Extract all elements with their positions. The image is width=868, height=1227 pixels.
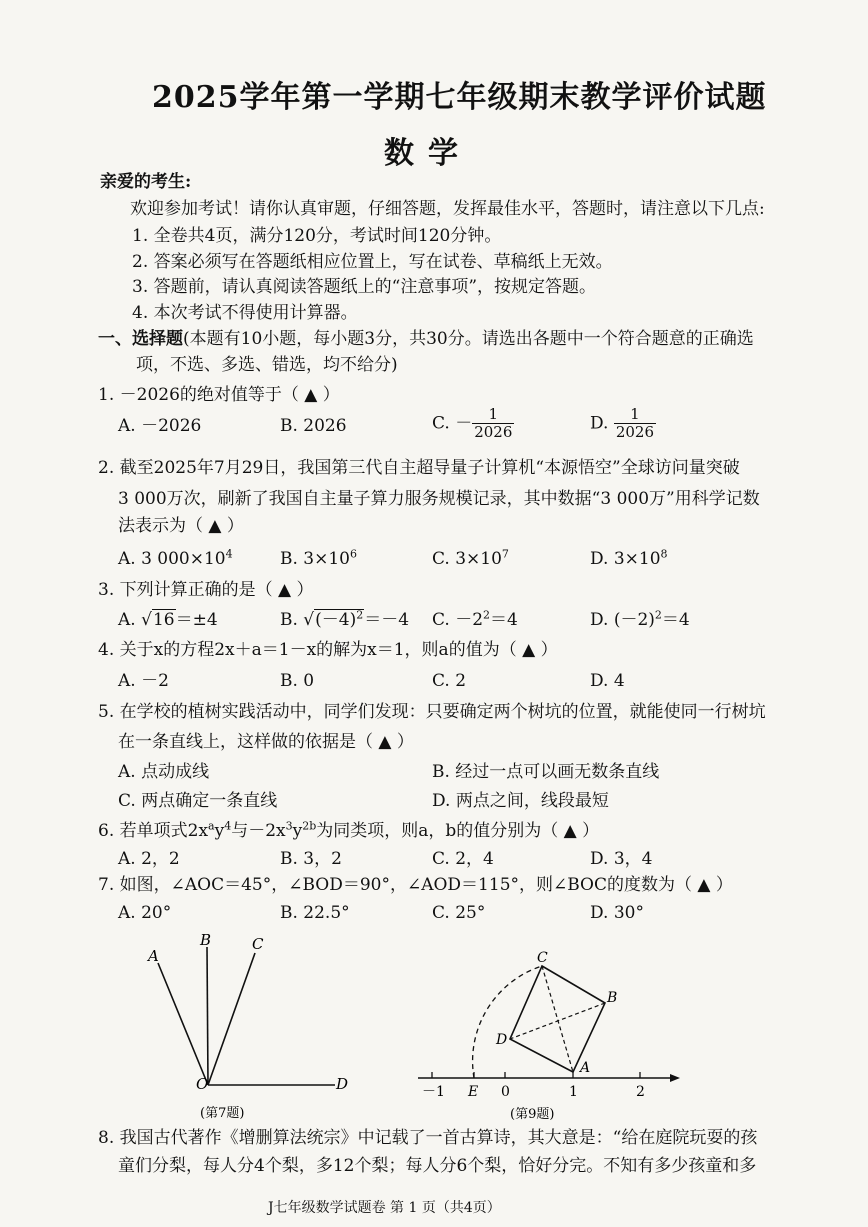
q3-option-b: B. $√(-4)^2=-4$ — [280, 608, 410, 630]
q3-option-d — [590, 608, 690, 630]
notice-item-1: 1. 全卷共4页，满分120分，考试时间120分钟。 — [132, 226, 502, 246]
q3-a-rest: ＝±4 — [175, 610, 218, 630]
q1-c-num: 1 — [488, 405, 499, 423]
question-7-stem: 7. 如图，∠AOC＝45°，∠BOD＝90°，∠AOD＝115°，则∠BOC的度数为（ ▲ ） — [98, 875, 733, 895]
ray-OC — [208, 953, 255, 1085]
label-C: C — [537, 950, 548, 966]
label-C: C — [252, 935, 264, 953]
q3-option-a: A. √16＝±4 — [118, 610, 218, 630]
label-B: B — [200, 931, 212, 949]
q3-a-radicand: 16 — [152, 610, 175, 630]
q5-option-b: B. 经过一点可以画无数条直线 — [432, 762, 660, 782]
question-5-line-2: 在一条直线上，这样做的依据是（ ▲ ） — [118, 732, 414, 752]
notice-item-3: 3. 答题前，请认真阅读答题纸上的“注意事项”，按规定答题。 — [132, 277, 597, 297]
q3-d-rest: ＝4 — [661, 610, 690, 630]
q6-option-d: D. 3，4 — [590, 849, 653, 869]
q1-d-den: 2026 — [615, 423, 655, 442]
label-A: A — [580, 1060, 591, 1076]
q3-b-rest: ＝－4 — [364, 610, 410, 630]
q3-option-c — [432, 608, 518, 630]
q3-d-exp: 2 — [654, 608, 662, 622]
label-E: E — [468, 1084, 479, 1100]
tick-label-0: 0 — [501, 1084, 510, 1100]
q7-option-b: B. 22.5° — [280, 903, 350, 923]
tick-label-minus-1: －1 — [422, 1084, 445, 1100]
q2-b-base: B. 3×10 — [280, 549, 350, 569]
section-heading — [98, 331, 754, 348]
q2-option-b — [280, 547, 357, 569]
q5-option-a: A. 点动成线 — [118, 762, 210, 782]
notice-item-4: 4. 本次考试不得使用计算器。 — [132, 303, 358, 323]
dashed-arc — [473, 966, 542, 1078]
q1-option-a: A. －2026 — [118, 416, 202, 436]
tick-label-1: 1 — [569, 1084, 578, 1100]
label-D: D — [496, 1032, 508, 1048]
section-desc-2: 项，不选、多选、错选，均不给分) — [136, 355, 398, 375]
q4-option-a: A. －2 — [118, 671, 169, 691]
ray-OA — [158, 963, 208, 1085]
q1-d-fraction — [614, 406, 656, 442]
q2-c-base: C. 3×10 — [432, 549, 502, 569]
q2-option-c — [432, 547, 509, 569]
question-4-stem: 4. 关于x的方程2x＋a＝1－x的解为x＝1，则a的值为（ ▲ ） — [98, 640, 558, 660]
square-ABCD — [510, 966, 605, 1072]
q2-option-d — [590, 547, 668, 569]
q1-option-c — [432, 406, 514, 442]
ray-OB — [207, 947, 208, 1085]
question-1-stem: 1. －2026的绝对值等于（ ▲ ） — [98, 385, 340, 405]
question-6-stem — [98, 819, 600, 841]
q3-c-rest: ＝4 — [490, 610, 518, 630]
q2-c-exp: 7 — [501, 547, 509, 561]
question-2-line-2: 3 000万次，刷新了我国自主量子算力服务规模记录，其中数据“3 000万”用科学记数 — [118, 489, 760, 509]
q4-option-b: B. 0 — [280, 671, 315, 691]
figure-9-caption: (第9题) — [510, 1107, 555, 1122]
notice-item-2: 2. 答案必须写在答题纸相应位置上，写在试卷、草稿纸上无效。 — [132, 252, 613, 272]
figure-7 — [130, 925, 370, 1125]
q3-c-label: C. －2 — [432, 610, 484, 630]
q6-stem-post: 为同类项，则a，b的值分别为（ ▲ ） — [316, 821, 600, 841]
q2-option-a — [118, 547, 233, 569]
q1-c-label: C. － — [432, 413, 473, 434]
q2-d-base: D. 3×10 — [590, 549, 661, 569]
q6-exp-4: 2b — [302, 819, 317, 833]
question-3-stem: 3. 下列计算正确的是（ ▲ ） — [98, 580, 314, 600]
q1-d-label: D. — [590, 413, 609, 434]
q3-a-label: A. — [118, 610, 136, 630]
question-2-line-3: 法表示为（ ▲ ） — [118, 516, 244, 536]
q4-option-d: D. 4 — [590, 671, 625, 691]
q1-c-fraction — [472, 406, 514, 442]
q1-option-d — [590, 406, 656, 442]
arrow-head — [670, 1074, 680, 1082]
label-B: B — [607, 990, 618, 1006]
q5-option-c: C. 两点确定一条直线 — [118, 791, 278, 811]
q1-d-num: 1 — [630, 405, 640, 423]
tick-label-2: 2 — [636, 1084, 645, 1100]
q2-a-base: A. 3 000×10 — [118, 549, 226, 569]
section-desc: (本题有10小题，每小题3分，共30分。请选出各题中一个符合题意的正确选 — [183, 329, 754, 349]
figure-9 — [410, 950, 690, 1125]
page-footer: J七年级数学试题卷 第 1 页（共4页） — [268, 1200, 501, 1216]
q2-b-exp: 6 — [350, 547, 357, 561]
question-2-line-1: 2. 截至2025年7月29日，我国第三代自主超导量子计算机“本源悟空”全球访问量突破 — [98, 458, 740, 478]
notice-intro: 欢迎参加考试！请你认真审题，仔细答题，发挥最佳水平，答题时，请注意以下几点: — [130, 199, 765, 219]
q1-c-den: 2026 — [474, 423, 513, 442]
q6-exp-2: 4 — [224, 819, 232, 833]
q6-option-b: B. 3，2 — [280, 849, 342, 869]
q2-a-exp: 4 — [225, 547, 233, 561]
question-8-line-2: 童们分梨，每人分4个梨，多12个梨；每人分6个梨，恰好分完。不知有多少孩童和多 — [118, 1156, 757, 1176]
q3-c-exp: 2 — [483, 608, 491, 622]
q3-b-label: B. — [280, 610, 298, 630]
q1-option-b: B. 2026 — [280, 416, 347, 436]
q7-option-a: A. 20° — [118, 903, 172, 923]
question-8-line-1: 8. 我国古代著作《增删算法统宗》中记载了一首古算诗，其大意是：“给在庭院玩耍的孩 — [98, 1128, 758, 1148]
question-5-line-1: 5. 在学校的植树实践活动中，同学们发现：只要确定两个树坑的位置，就能使同一行树坑 — [98, 702, 766, 722]
q6-exp-3: 3 — [285, 819, 293, 833]
q6-option-c: C. 2，4 — [432, 849, 494, 869]
q6-option-a: A. 2，2 — [118, 849, 180, 869]
q7-option-d: D. 30° — [590, 903, 644, 923]
q5-option-d: D. 两点之间，线段最短 — [432, 791, 609, 811]
q2-d-exp: 8 — [660, 547, 668, 561]
section-title: 一、选择题 — [98, 329, 183, 349]
q7-option-c: C. 25° — [432, 903, 486, 923]
q6-stem-mid-2: 与－2x — [231, 821, 286, 841]
label-O: O — [196, 1075, 209, 1093]
q6-stem-mid-3: y — [292, 821, 303, 841]
label-A: A — [148, 947, 159, 965]
notice-greeting: 亲爱的考生: — [100, 172, 192, 192]
q3-b-exp: 2 — [356, 608, 364, 622]
label-D: D — [336, 1075, 349, 1093]
q6-exp-1: a — [208, 819, 215, 833]
q3-b-radicand: (－4) — [315, 610, 357, 630]
exam-title: 2025学年第一学期七年级期末教学评价试题 — [152, 80, 767, 115]
q6-stem-pre: 6. 若单项式2x — [98, 821, 209, 841]
q3-b-radical — [314, 609, 364, 630]
q6-stem-mid-1: y — [214, 821, 225, 841]
q4-option-c: C. 2 — [432, 671, 467, 691]
subject-title: 数学 — [384, 136, 472, 171]
figure-7-caption: (第7题) — [200, 1106, 245, 1121]
q3-d-label: D. (－2) — [590, 610, 655, 630]
